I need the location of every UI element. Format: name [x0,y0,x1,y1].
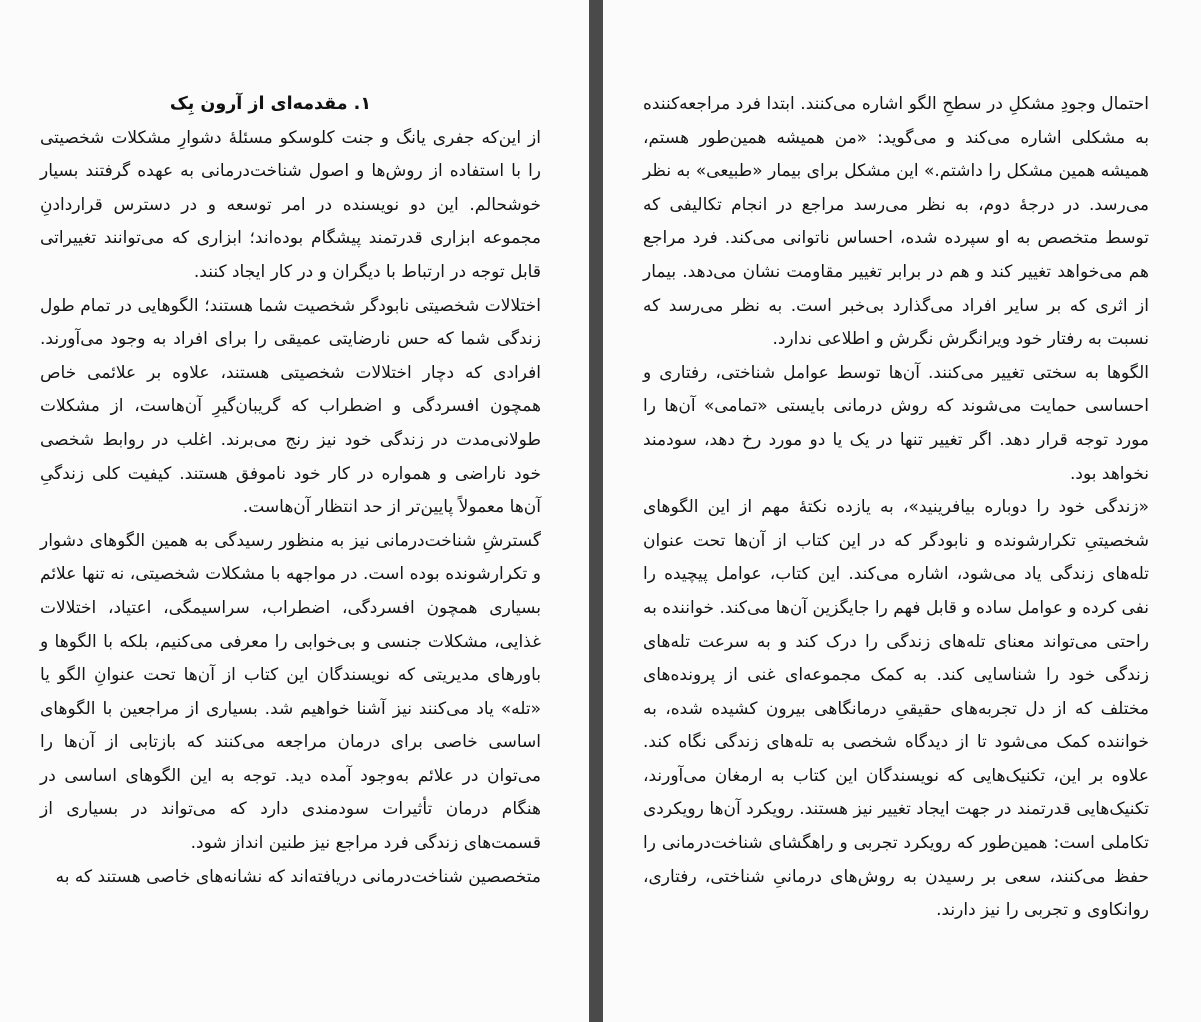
left-page-body [40,122,541,895]
chapter-heading: ۱. مقدمه‌ای از آرون بِک [169,94,371,114]
paragraph: الگوها به سختی تغییر می‌کنند. آن‌ها توسط عوامل شناختی، رفتاری و احساسی حمایت می‌شوند که روش درمانی بایستی «تمامی» آن‌ها را مورد توجه قرار دهد. اگر تغییر تنها در یک یا دو مورد رخ دهد، سودمند نخواهد بود. [643,362,1149,484]
paragraph: متخصصین شناخت‌درمانی دریافته‌اند که نشانه‌های خاصی هستند که به [55,866,541,887]
paragraph: «زندگی خود را دوباره بیافرینید»، به یازده نکتهٔ مهم از این الگوهای شخصیتیِ تکرارشونده و نابودگر که در این کتاب از آن‌ها تحت عنوان تله‌های زندگی یاد می‌شود، اشاره می‌کند. این کتاب، عوامل پیچیده را نفی کرده و عوامل ساده و قابل فهم را جایگزین آن‌ها می‌کند. خواننده به راحتی می‌تواند معنای تله‌های زندگی را درک کند و به سرعت تله‌های زندگی خود را شناسایی کند. به کمک مجموعه‌ای غنی از پرونده‌های مختلف که از دل تجربه‌های حقیقیِ درمانگاهی بیرون کشیده شده، به خواننده کمک می‌شود تا از دیدگاه شخصی به تله‌های زندگی نگاه کند. علاوه بر این، تکنیک‌هایی که نویسندگان این کتاب به ارمغان می‌آورند، تکنیک‌هایی قدرتمند در جهت ایجاد تغییر نیز هستند. رویکرد آن‌ها رویکردی تکاملی است: همین‌طور که رویکرد تجربی و راهگشای شناخت‌درمانی را حفظ می‌کنند، سعی بر رسیدن به روش‌های درمانیِ شناختی، رفتاری، روانکاوی و تجربی را نیز دارند. [643,497,1149,921]
paragraph: اختلالات شخصیتی نابودگر شخصیت شما هستند؛ الگوهایی در تمام طول زندگی شما که حس نارضایتی عمیقی را برای افراد به وجود می‌آورند. افرادی که دچار اختلالات شخصیتی هستند، علاوه بر علائمی خاص همچون افسردگی و اضطراب که گریبان‌گیرِ آن‌هاست، از مشکلات طولانی‌مدت در زندگی خود نیز رنج می‌برند. اغلب در روابط شخصی خود ناراضی و همواره در کار خود ناموفق هستند. کیفیت کلی زندگیِ آن‌ها معمولاً پایین‌تر از حد انتظار آن‌هاست. [40,295,541,518]
paragraph: از این‌که جفری یانگ و جنت کلوسکو مسئلهٔ دشوارِ مشکلات شخصیتی را با استفاده از روش‌ها و اصول شناخت‌درمانی به عهده گرفتند بسیار خوشحالم. این دو نویسنده در امر توسعه و در دسترس قراردادنِ مجموعه ابزاری قدرتمند پیشگام بوده‌اند؛ ابزاری که می‌توانند تغییراتی قابل توجه در ارتباط با دیگران و در کار ایجاد کنند. [40,127,541,282]
left-page [0,0,589,1022]
paragraph: گسترشِ شناخت‌درمانی نیز به منظور رسیدگی به همین الگوهای دشوار و تکرارشونده بوده است. در مواجهه با مشکلات شخصیتی، نه تنها علائم بسیاری همچون افسردگی، اضطراب، سراسیمگی، اعتیاد، اختلالات غذایی، مشکلات جنسی و بی‌خوابی را معرفی می‌کنیم، بلکه با الگوها و باورهای مدیریتی که نویسندگان این کتاب از آن‌ها تحت عنوانِ الگو یا «تله» یاد می‌کنند نیز آشنا خواهیم شد. بسیاری از مراجعین با الگوهای اساسی خاصی برای درمان مراجعه می‌کنند که بازتابی از آن‌ها را می‌توان در علائم به‌وجود آمده دید. توجه به این الگوهای اساسی در هنگام درمان تأثیرات سودمندی دارد که می‌تواند در بسیاری از قسمت‌های زندگی فرد مراجع نیز طنین انداز شود. [40,530,541,854]
right-page-body [643,88,1149,928]
page-gutter [589,0,603,1022]
right-page [603,0,1201,1022]
paragraph: احتمال وجودِ مشکلِ در سطحِ الگو اشاره می‌کنند. ابتدا فرد مراجعه‌کننده به مشکلی اشاره می‌کند و می‌گوید: «من همیشه همین‌طور هستم، همیشه همین مشکل را داشتم.» این مشکل برای بیمار «طبیعی» به نظر می‌رسد. در درجهٔ دوم، به نظر می‌رسد مراجع در انجام تکالیفی که توسط متخصص به او سپرده شده، احساس ناتوانی می‌کند. فرد مراجع هم می‌خواهد تغییر کند و هم در برابر تغییر مقاومت نشان می‌دهد. بیمار از اثری که بر سایر افراد می‌گذارد بی‌خبر است. به نظر می‌رسد که نسبت به رفتار خود ویرانگرش نگرش و اطلاعی ندارد. [643,94,1149,350]
